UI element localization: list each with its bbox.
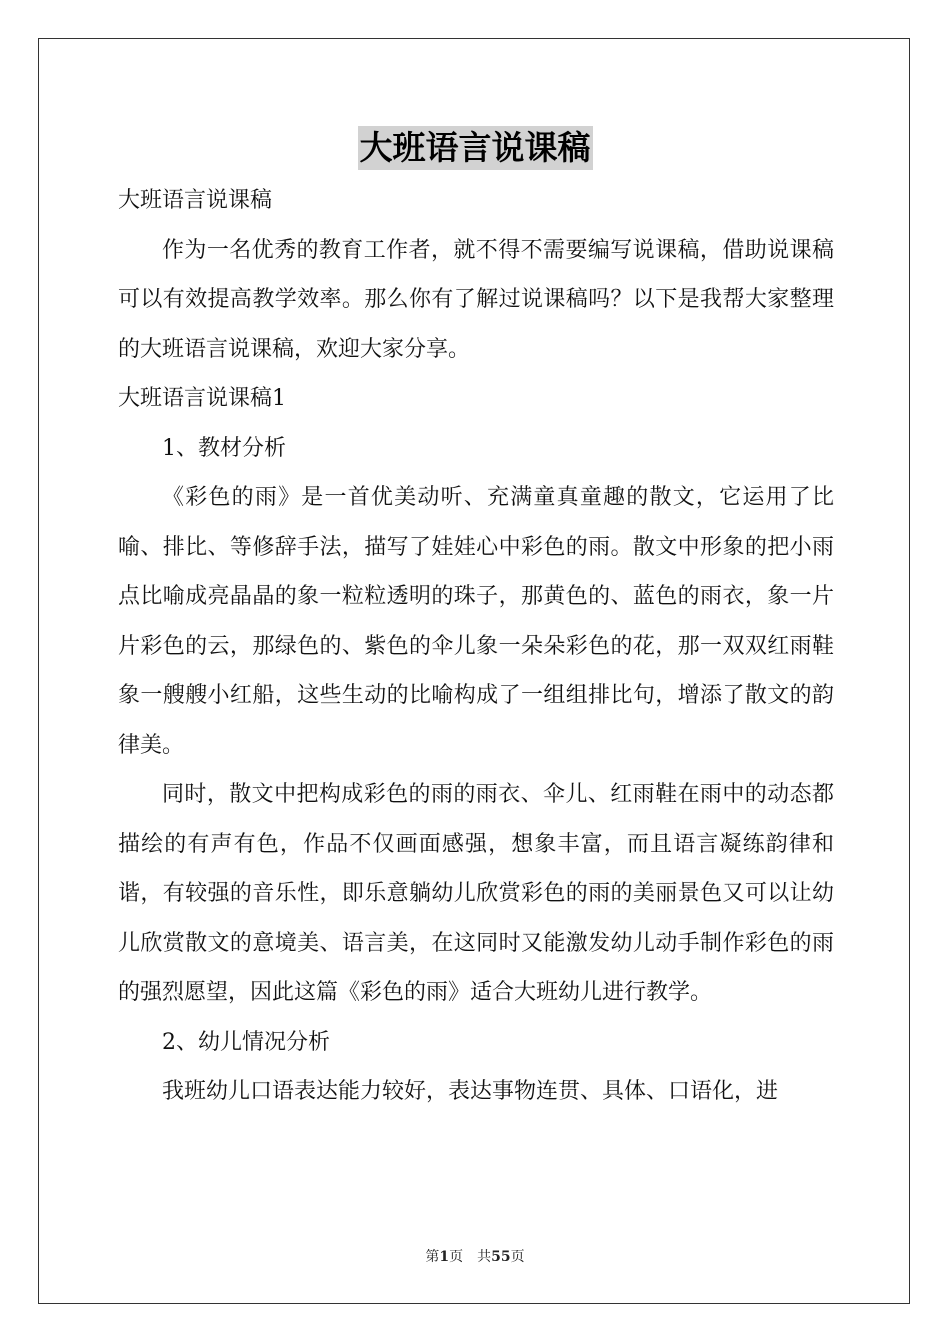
total-pages: 55 [491, 1249, 511, 1265]
paragraph: 1、教材分析 [162, 435, 286, 461]
paragraph: 大班语言说课稿 [118, 188, 273, 213]
page-footer [0, 1248, 950, 1266]
paragraph: 作为一名优秀的教育工作者，就不得不需要编写说课稿，借助说课稿可以有效提高教学效率。那么你有了解过说课稿吗？以下是我帮大家整理的大班语言说课稿，欢迎大家分享。 [118, 237, 834, 362]
paragraph: 同时，散文中把构成彩色的雨的雨衣、伞儿、红雨鞋在雨中的动态都描绘的有声有色，作品不仅画面感强，想象丰富，而且语言凝练韵律和谐，有较强的音乐性，即乐意躺幼儿欣赏彩色的雨的美丽景色又可以让幼儿欣赏散文的意境美、语言美，在这同时又能激发幼儿动手制作彩色的雨的强烈愿望，因此这篇《彩色的雨》适合大班幼儿进行教学。 [118, 782, 834, 1005]
total-suffix: 页 [510, 1249, 525, 1265]
paragraph: 2、幼儿情况分析 [162, 1029, 330, 1055]
document-body [118, 176, 834, 1117]
document-title: 大班语言说课稿 [358, 126, 593, 170]
title-container [0, 126, 950, 170]
paragraph: 大班语言说课稿1 [118, 386, 286, 411]
page-number: 1 [439, 1249, 450, 1265]
paragraph: 我班幼儿口语表达能力较好，表达事物连贯、具体、口语化，进 [162, 1079, 779, 1104]
page-suffix: 页 [449, 1249, 464, 1265]
page-prefix: 第 [425, 1249, 440, 1265]
paragraph: 《彩色的雨》是一首优美动听、充满童真童趣的散文，它运用了比喻、排比、等修辞手法，描写了娃娃心中彩色的雨。散文中形象的把小雨点比喻成亮晶晶的象一粒粒透明的珠子，那黄色的、蓝色的雨衣，象一片片彩色的云，那绿色的、紫色的伞儿象一朵朵彩色的花，那一双双红雨鞋象一艘艘小红船，这些生动的比喻构成了一组组排比句，增添了散文的韵律美。 [118, 485, 834, 758]
total-prefix: 共 [477, 1249, 492, 1265]
